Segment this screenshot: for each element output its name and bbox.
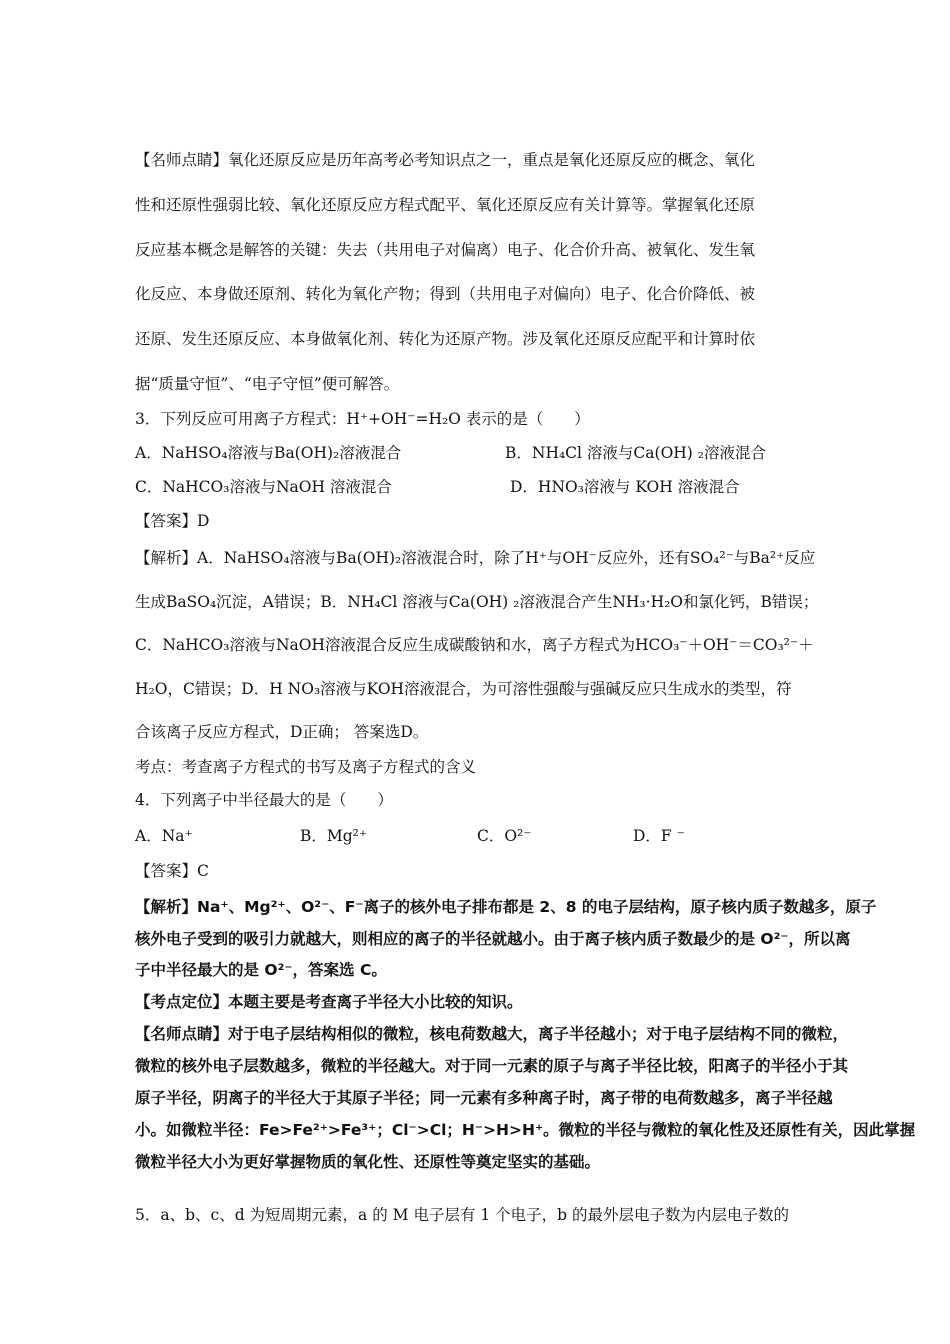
p1-line-5: 还原、发生还原反应、本身做氧化剂、转化为还原产物。涉及氧化还原反应配平和计算时依 — [135, 330, 756, 348]
q3-answer: 【答案】D — [135, 512, 210, 530]
q4-option-b: B．Mg²⁺ — [300, 827, 368, 845]
q3-option-b: B．NH₄Cl 溶液与Ca(OH) ₂溶液混合 — [505, 444, 766, 462]
q4-tip-line-1: 【名师点睛】对于电子层结构相似的微粒，核电荷数越大，离子半径越小；对于电子层结构不同的微粒， — [135, 1025, 849, 1043]
q4-analysis-line-2: 核外电子受到的吸引力就越大，则相应的离子的半径就越小。由于离子核内质子数最少的是 O²⁻，所以离 — [135, 930, 851, 948]
q4-option-d: D．F ⁻ — [633, 827, 685, 845]
q4-point-label: 【考点定位】本题主要是考查离子半径大小比较的知识。 — [135, 993, 523, 1011]
q3-option-a: A．NaHSO₄溶液与Ba(OH)₂溶液混合 — [135, 444, 402, 462]
q4-option-a: A．Na⁺ — [135, 827, 193, 845]
q4-tip-line-2: 微粒的核外电子层数越多，微粒的半径越大。对于同一元素的原子与离子半径比较，阳离子的半径小于其 — [135, 1057, 849, 1075]
p1-line-3: 反应基本概念是解答的关键：失去（共用电子对偏离）电子、化合价升高、被氧化、发生氧 — [135, 241, 756, 259]
p1-line-1: 【名师点睛】氧化还原反应是历年高考必考知识点之一，重点是氧化还原反应的概念、氧化 — [135, 151, 756, 169]
q3-analysis-line-4: H₂O，C错误；D．H NO₃溶液与KOH溶液混合，为可溶性强酸与强碱反应只生成水的类型，符 — [135, 680, 792, 698]
q5-stem: 5．a、b、c、d 为短周期元素，a 的 M 电子层有 1 个电子，b 的最外层电子数为内层电子数的 — [135, 1206, 790, 1224]
q4-option-c: C．O²⁻ — [477, 827, 532, 845]
q4-analysis-line-1: 【解析】Na⁺、Mg²⁺、O²⁻、F⁻离子的核外电子排布都是 2、8 的电子层结构，原子核内质子数越多，原子 — [135, 898, 877, 916]
p1-line-4: 化反应、本身做还原剂、转化为氧化产物；得到（共用电子对偏向）电子、化合价降低、被 — [135, 285, 756, 303]
q4-tip-line-3: 原子半径，阴离子的半径大于其原子半径；同一元素有多种离子时，离子带的电荷数越多，离子半径越 — [135, 1089, 833, 1107]
q4-analysis-line-3: 子中半径最大的是 O²⁻，答案选 C。 — [135, 961, 387, 979]
q3-point: 考点：考查离子方程式的书写及离子方程式的含义 — [135, 758, 477, 776]
q3-option-d: D．HNO₃溶液与 KOH 溶液混合 — [510, 478, 740, 496]
p1-line-6: 据“质量守恒”、“电子守恒”便可解答。 — [135, 375, 400, 393]
q4-stem: 4．下列离子中半径最大的是（ ） — [135, 791, 393, 809]
q3-analysis-line-2: 生成BaSO₄沉淀，A错误；B．NH₄Cl 溶液与Ca(OH) ₂溶液混合产生NH₃·H₂O和氯化钙，B错误； — [135, 593, 819, 611]
q3-stem: 3．下列反应可用离子方程式：H⁺+OH⁻=H₂O 表示的是（ ） — [135, 410, 590, 428]
q4-tip-line-4: 小。如微粒半径：Fe>Fe²⁺>Fe³⁺；Cl⁻>Cl；H⁻>H>H⁺。微粒的半径与微粒的氧化性及还原性有关，因此掌握 — [135, 1121, 916, 1139]
q3-option-c: C．NaHCO₃溶液与NaOH 溶液混合 — [135, 478, 392, 496]
q3-analysis-line-5: 合该离子反应方程式，D正确； 答案选D。 — [135, 723, 429, 741]
q3-analysis-line-3: C．NaHCO₃溶液与NaOH溶液混合反应生成碳酸钠和水，离子方程式为HCO₃⁻＋OH⁻＝CO₃²⁻＋ — [135, 636, 814, 654]
q4-tip-line-5: 微粒半径大小为更好掌握物质的氧化性、还原性等奠定坚实的基础。 — [135, 1153, 601, 1171]
p1-line-2: 性和还原性强弱比较、氧化还原反应方程式配平、氧化还原反应有关计算等。掌握氧化还原 — [135, 196, 756, 214]
q3-analysis-line-1: 【解析】A．NaHSO₄溶液与Ba(OH)₂溶液混合时，除了H⁺与OH⁻反应外，还有SO₄²⁻与Ba²⁺反应 — [135, 549, 816, 567]
q4-answer: 【答案】C — [135, 862, 209, 880]
